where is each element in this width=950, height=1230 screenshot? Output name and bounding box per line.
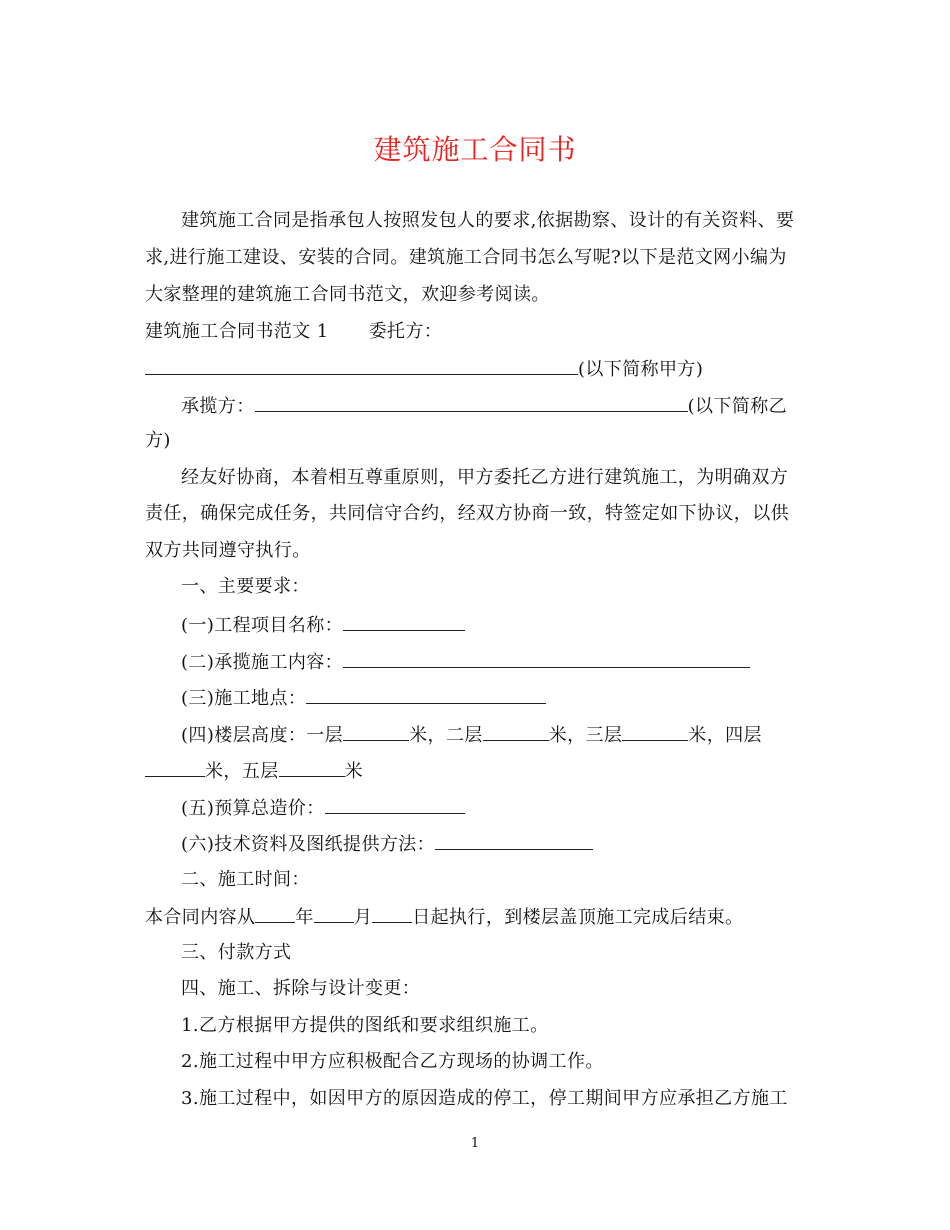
floor-label: ，四层	[706, 725, 762, 746]
item-location	[181, 685, 546, 711]
party-b-line	[181, 393, 787, 419]
floor-label: ，五层	[223, 761, 279, 782]
year-label: 年	[295, 907, 314, 928]
sample-heading-line	[145, 320, 442, 344]
preamble-line: 经友好协商，本着相互尊重原则，甲方委托乙方进行建筑施工，为明确双方	[181, 467, 789, 488]
floor-label: ，二层	[427, 725, 483, 746]
fill-blank	[343, 649, 750, 668]
fill-blank	[325, 795, 465, 814]
item-floor-height	[181, 722, 762, 748]
section-1-heading: 一、主要要求：	[181, 576, 310, 597]
section-3-heading: 三、付款方式	[181, 942, 292, 963]
fill-blank	[343, 722, 409, 741]
fill-blank	[306, 685, 546, 704]
month-label: 月	[353, 907, 373, 928]
unit-label: 米	[688, 725, 707, 746]
fill-blank	[255, 904, 295, 923]
fill-blank	[435, 831, 593, 850]
intro-line: 求,进行施工建设、安装的合同。建筑施工合同书怎么写呢?以下是范文网小编为	[145, 247, 787, 268]
party-b-wrap: 方)	[145, 430, 171, 451]
time-suffix: 日起执行，到楼层盖顶施工完成后结束。	[412, 907, 744, 928]
fill-blank	[145, 758, 205, 777]
time-line	[145, 904, 743, 930]
party-b-blank	[255, 393, 688, 412]
party-b-suffix: (以下简称乙	[687, 396, 788, 417]
clause-item: 2.施工过程中甲方应积极配合乙方现场的协调工作。	[181, 1051, 604, 1072]
item-label: (五)预算总造价：	[181, 798, 325, 819]
party-a-blank	[145, 356, 578, 375]
unit-label: 米	[409, 725, 428, 746]
fill-blank	[622, 722, 688, 741]
unit-label: 米	[344, 761, 364, 782]
item-budget	[181, 795, 465, 821]
fill-blank	[372, 904, 412, 923]
fill-blank	[343, 612, 465, 631]
item-label: (四)楼层高度：	[181, 725, 307, 746]
item-content	[181, 649, 750, 675]
floor-label: 一层	[306, 725, 344, 746]
contractor-label: 承揽方：	[181, 396, 255, 417]
item-label: (三)施工地点：	[181, 688, 307, 709]
intro-line: 大家整理的建筑施工合同书范文，欢迎参考阅读。	[145, 284, 550, 305]
clause-item: 1.乙方根据甲方提供的图纸和要求组织施工。	[181, 1015, 549, 1036]
page-title: 建筑施工合同书	[373, 133, 577, 166]
fill-blank	[483, 722, 549, 741]
section-2-heading: 二、施工时间：	[181, 869, 310, 890]
item-label: (六)技术资料及图纸提供方法：	[181, 834, 436, 855]
unit-label: 米	[205, 761, 224, 782]
unit-label: 米	[548, 725, 568, 746]
page-number: 1	[470, 1136, 480, 1151]
item-tech	[181, 831, 593, 857]
party-a-line	[145, 356, 703, 382]
item-project-name	[181, 612, 465, 638]
preamble-line: 责任，确保完成任务，共同信守合约，经双方协商一致，特签定如下协议，以供	[145, 503, 789, 524]
item-label: (二)承揽施工内容：	[181, 652, 344, 673]
fill-blank	[279, 758, 345, 777]
section-4-heading: 四、施工、拆除与设计变更：	[181, 978, 421, 999]
item-floor-height-wrap	[145, 758, 363, 784]
floor-label: ，三层	[567, 725, 623, 746]
intro-line: 建筑施工合同是指承包人按照发包人的要求,依据勘察、设计的有关资料、要	[181, 210, 795, 231]
clause-item: 3.施工过程中，如因甲方的原因造成的停工，停工期间甲方应承担乙方施工	[181, 1088, 788, 1109]
item-label: (一)工程项目名称：	[181, 615, 344, 636]
time-prefix: 本合同内容从	[145, 907, 256, 928]
party-a-suffix: (以下简称甲方)	[578, 359, 704, 380]
client-label: 委托方：	[368, 321, 443, 342]
preamble-line: 双方共同遵守执行。	[145, 540, 311, 561]
sample-heading: 建筑施工合同书范文 1	[145, 321, 329, 342]
fill-blank	[314, 904, 354, 923]
